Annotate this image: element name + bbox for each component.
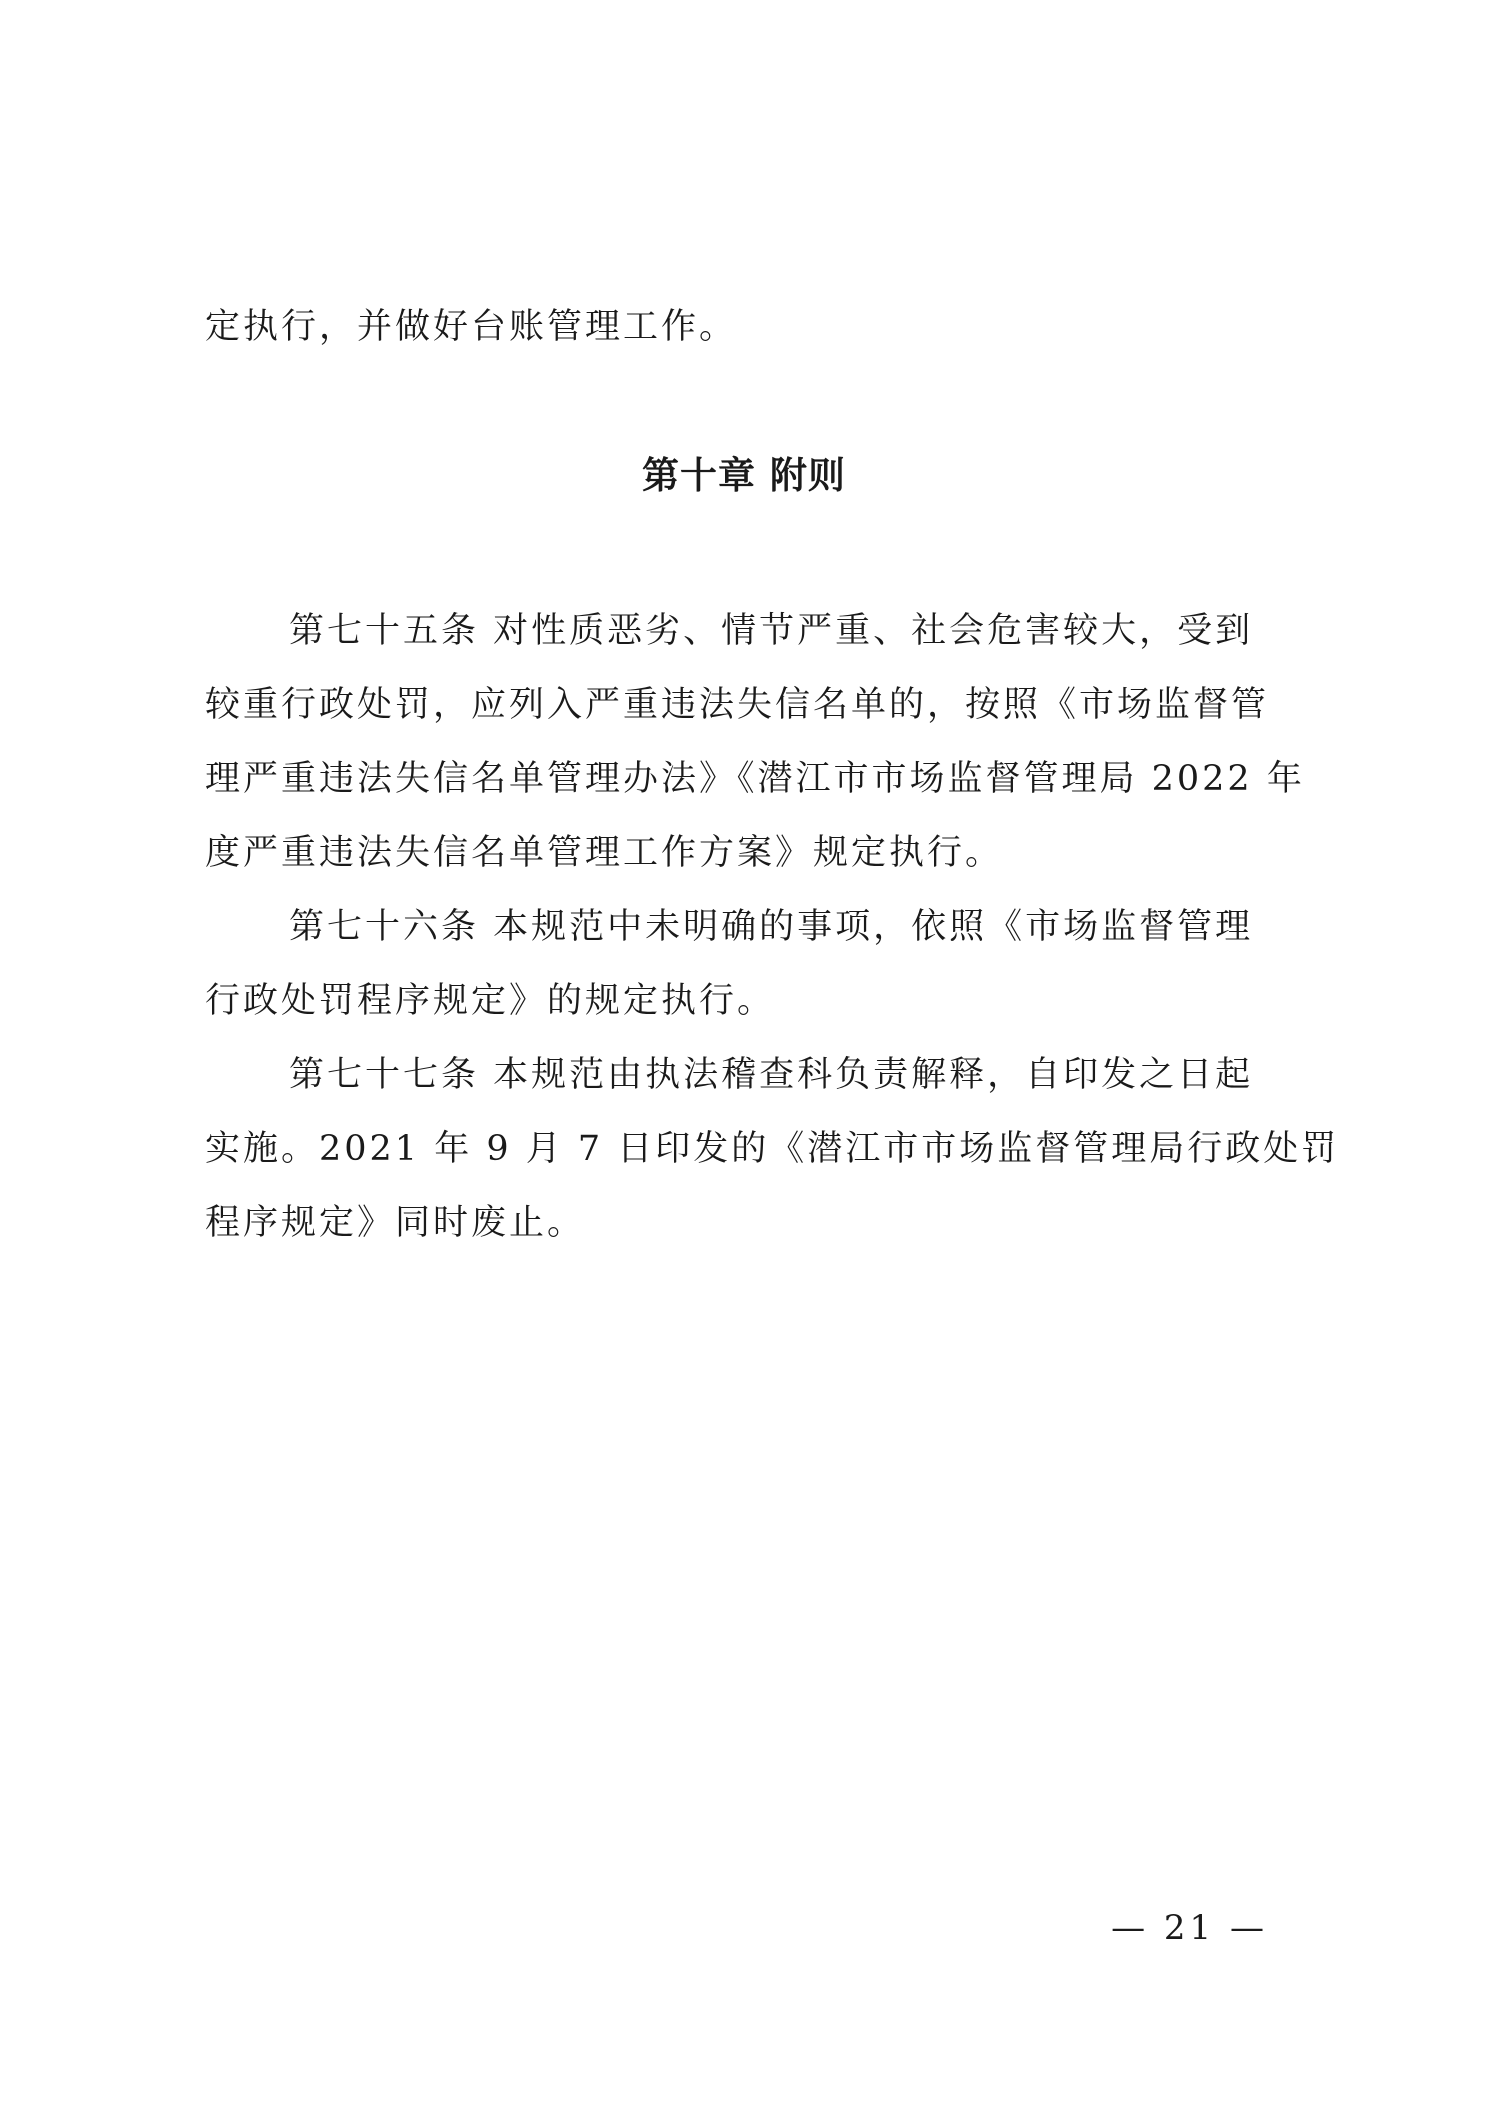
article-77 bbox=[205, 1038, 1340, 1260]
paragraph-line: 行政处罚程序规定》的规定执行。 bbox=[205, 981, 776, 1021]
paragraph-line: 第七十五条 对性质恶劣、情节严重、社会危害较大，受到 bbox=[289, 611, 1254, 651]
page-number: — 21 — bbox=[1111, 1908, 1268, 1948]
paragraph-line: 度严重违法失信名单管理工作方案》规定执行。 bbox=[205, 833, 1004, 873]
paragraph-line: 理严重违法失信名单管理办法》《潜江市市场监督管理局 2022 年 bbox=[205, 759, 1305, 799]
paragraph-line: 定执行，并做好台账管理工作。 bbox=[205, 307, 738, 347]
paragraph-line: 第七十七条 本规范由执法稽查科负责解释，自印发之日起 bbox=[289, 1055, 1254, 1095]
article-76 bbox=[205, 890, 1305, 1038]
paragraph-line: 实施。2021 年 9 月 7 日印发的《潜江市市场监督管理局行政处罚 bbox=[205, 1129, 1340, 1169]
paragraph-line: 程序规定》同时废止。 bbox=[205, 1203, 586, 1243]
paragraph-line: 第七十六条 本规范中未明确的事项，依照《市场监督管理 bbox=[289, 907, 1254, 947]
article-75 bbox=[205, 594, 1305, 890]
chapter-heading: 第十章 附则 bbox=[642, 454, 846, 497]
paragraph-line: 较重行政处罚，应列入严重违法失信名单的，按照《市场监督管 bbox=[205, 685, 1270, 725]
continued-paragraph bbox=[205, 290, 1305, 364]
